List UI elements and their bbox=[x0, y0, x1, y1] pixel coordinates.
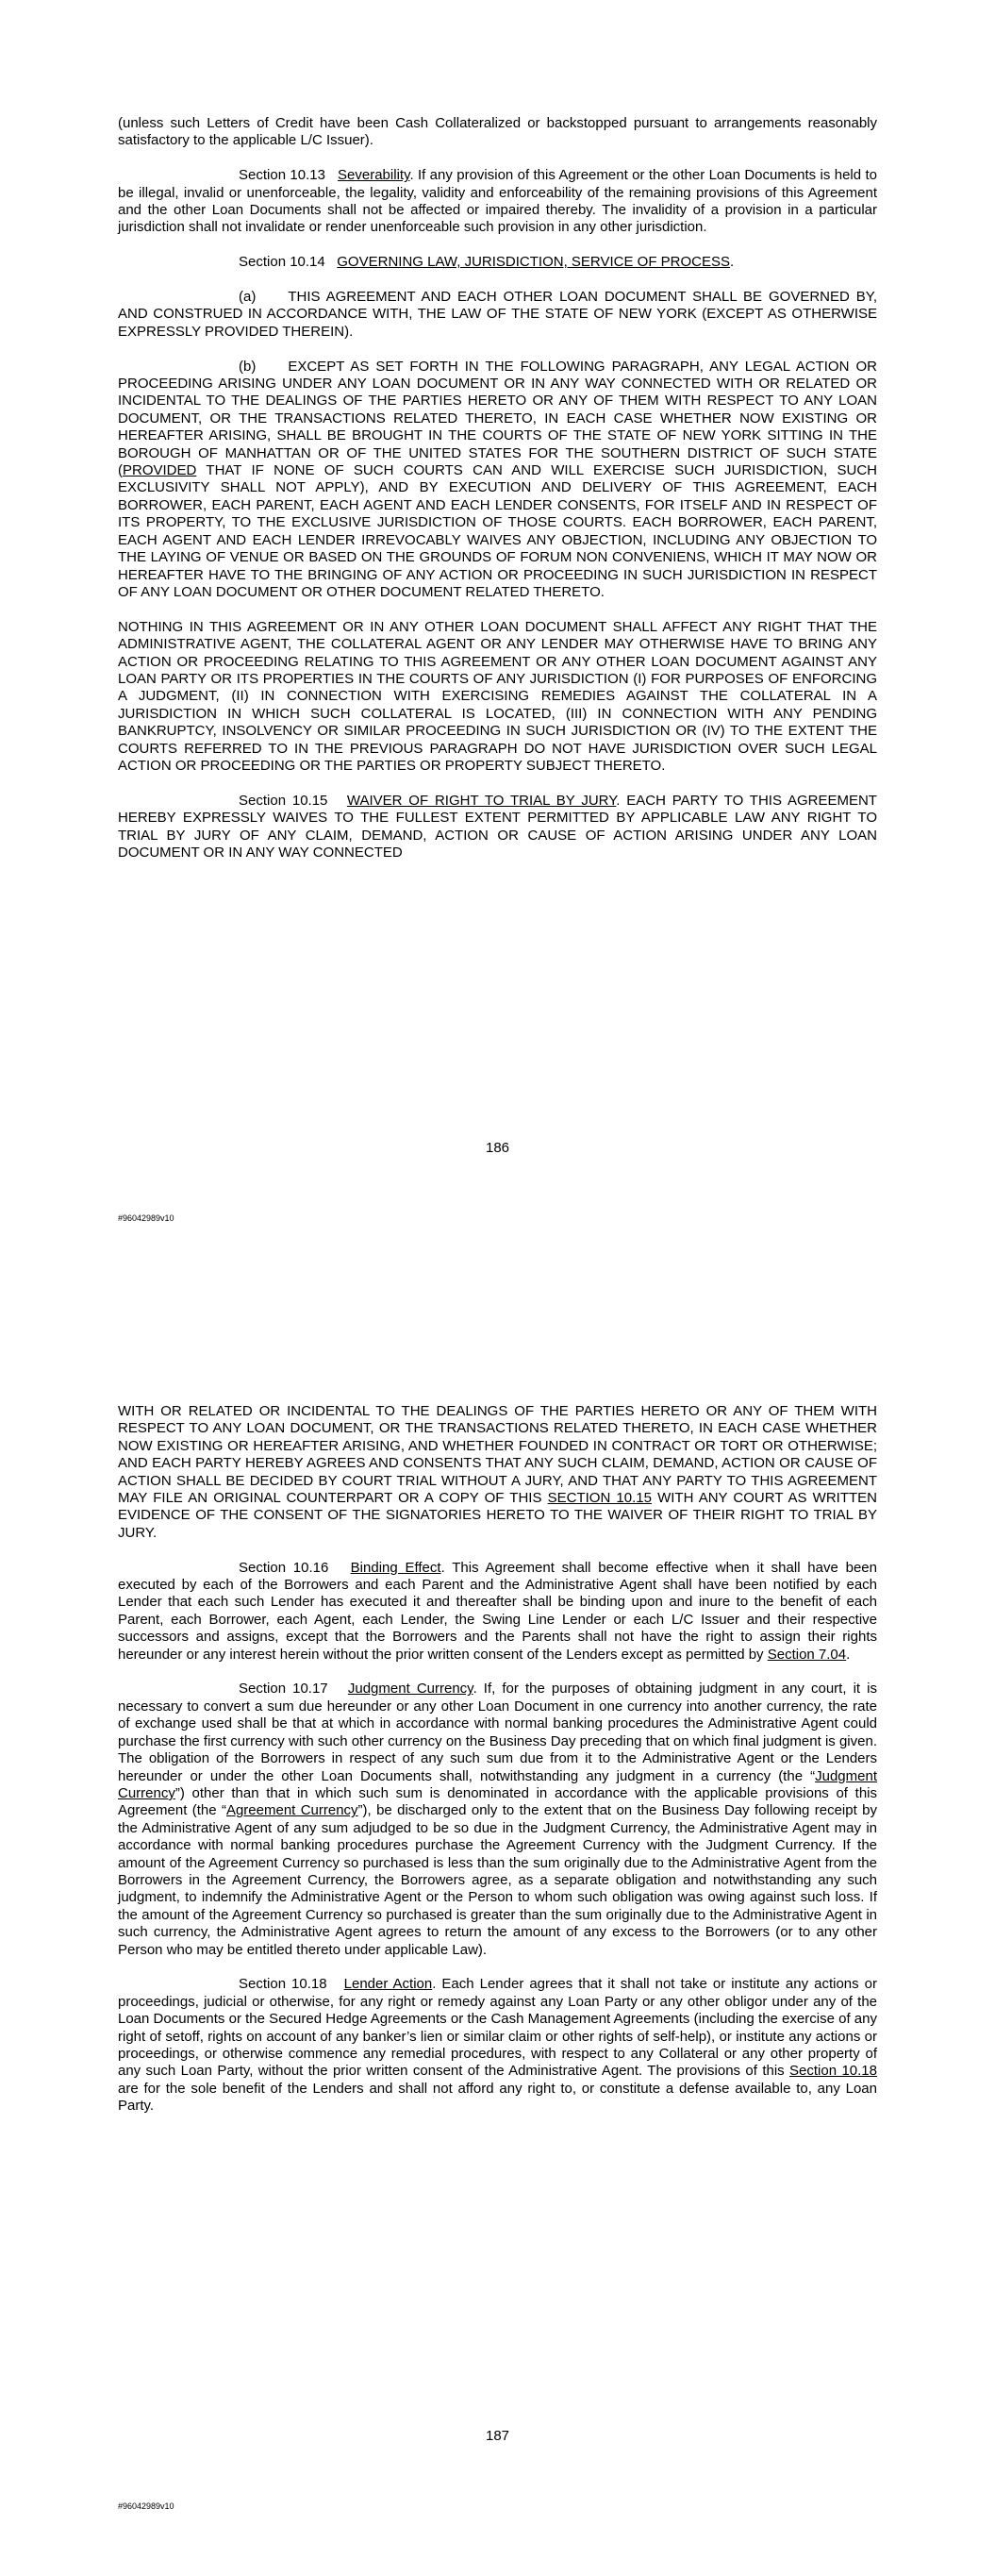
provided-term: PROVIDED bbox=[123, 462, 197, 479]
document-id: #96042989v10 bbox=[118, 1213, 174, 1223]
section-10-16: Section 10.16 Binding Effect. This Agreement shall become effective when it shall have been executed by each of the Borrowers and each Parent and the Administrative Agent shall have been notified by each Lender that each such Lender has executed it and thereafter shall be binding upon and inure to the benefit of each Parent, each Borrower, each Agent, each Lender, the Swing Line Lender or each L/C Issuer and their respective successors and assigns, except that the Borrowers and the Parents shall not have the right to assign their rights hereunder or any interest herein without the prior written consent of the Lenders except as permitted by Section 7.04. bbox=[118, 1559, 877, 1663]
page-186-body bbox=[118, 115, 877, 879]
cross-reference: Section 7.04 bbox=[767, 1646, 847, 1663]
cross-reference: SECTION 10.15 bbox=[547, 1490, 652, 1507]
page-number: 186 bbox=[485, 1140, 510, 1156]
page-187-body bbox=[118, 1403, 877, 2133]
continued-paragraph: WITH OR RELATED OR INCIDENTAL TO THE DEALINGS OF THE PARTIES HERETO OR ANY OF THEM WITH RESPECT TO ANY LOAN DOCUMENT, OR THE TRANSACTIONS RELATED THERETO, IN EACH CASE WHETHER NOW EXISTING OR HEREAFTER ARISING, AND WHETHER FOUNDED IN CONTRACT OR TORT OR OTHERWISE; AND EACH PARTY HEREBY AGREES AND CONSENTS THAT ANY SUCH CLAIM, DEMAND, ACTION OR CAUSE OF ACTION SHALL BE DECIDED BY COURT TRIAL WITHOUT A JURY, AND THAT ANY PARTY TO THIS AGREEMENT MAY FILE AN ORIGINAL COUNTERPART OR A COPY OF THIS SECTION 10.15 WITH ANY COURT AS WRITTEN EVIDENCE OF THE CONSENT OF THE SIGNATORIES HERETO TO THE WAIVER OF THEIR RIGHT TO TRIAL BY JURY. bbox=[118, 1403, 877, 1541]
section-10-14-heading: Section 10.14 GOVERNING LAW, JURISDICTION, SERVICE OF PROCESS. bbox=[239, 254, 735, 271]
section-number: Section 10.13 bbox=[239, 167, 325, 184]
section-title: Severability bbox=[338, 167, 410, 184]
section-10-14-b: (b) EXCEPT AS SET FORTH IN THE FOLLOWING PARAGRAPH, ANY LEGAL ACTION OR PROCEEDING ARISING UNDER ANY LOAN DOCUMENT OR IN ANY WAY CONNECTED WITH OR RELATED OR INCIDENTAL TO THE DEALINGS OF THE PARTIES HERETO OR ANY OF THEM WITH RESPECT TO ANY LOAN DOCUMENT, OR THE TRANSACTIONS RELATED THERETO, IN EACH CASE WHETHER NOW EXISTING OR HEREAFTER ARISING, SHALL BE BROUGHT IN THE COURTS OF THE STATE OF NEW YORK SITTING IN THE BOROUGH OF MANHATTAN OR OF THE UNITED STATES FOR THE SOUTHERN DISTRICT OF SUCH STATE (PROVIDED THAT IF NONE OF SUCH COURTS CAN AND WILL EXERCISE SUCH JURISDICTION, SUCH EXCLUSIVITY SHALL NOT APPLY), AND BY EXECUTION AND DELIVERY OF THIS AGREEMENT, EACH BORROWER, EACH PARENT, EACH AGENT AND EACH LENDER CONSENTS, FOR ITSELF AND IN RESPECT OF ITS PROPERTY, TO THE EXCLUSIVE JURISDICTION OF THOSE COURTS. EACH BORROWER, EACH PARENT, EACH AGENT AND EACH LENDER IRREVOCABLY WAIVES ANY OBJECTION, INCLUDING ANY OBJECTION TO THE LAYING OF VENUE OR BASED ON THE GROUNDS OF FORUM NON CONVENIENS, WHICH IT MAY NOW OR HEREAFTER HAVE TO THE BRINGING OF ANY ACTION OR PROCEEDING IN SUCH JURISDICTION IN RESPECT OF ANY LOAN DOCUMENT OR OTHER DOCUMENT RELATED THERETO. bbox=[118, 358, 877, 600]
page-187 bbox=[0, 1288, 995, 2576]
section-10-18: Section 10.18 Lender Action. Each Lender agrees that it shall not take or institute any actions or proceedings, judicial or otherwise, for any right or remedy against any Loan Party or any other obligor under any of the Loan Documents or the Secured Hedge Agreements or the Cash Management Agreements (including the exercise of any right of setoff, rights on account of any banker’s lien or similar claim or other rights of self-help), or institute any actions or proceedings, or otherwise commence any remedial procedures, with respect to any Collateral or any other property of any such Loan Party, without the prior written consent of the Administrative Agent. The provisions of this Section 10.18 are for the sole benefit of the Lenders and shall not afford any right to, or constitute a defense available to, any Loan Party. bbox=[118, 1976, 877, 2115]
section-10-13: Section 10.13 Severability. If any provision of this Agreement or the other Loan Documents is held to be illegal, invalid or unenforceable, the legality, validity and enforceability of the remaining provisions of this Agreement and the other Loan Documents shall not be affected or impaired thereby. The invalidity of a provision in a particular jurisdiction shall not invalidate or render unenforceable such provision in any other jurisdiction. bbox=[118, 167, 877, 236]
clause-label: (b) bbox=[239, 358, 257, 375]
continued-paragraph: (unless such Letters of Credit have been Cash Collateralized or backstopped pursuant to arrangements reasonably satisfactory to the applicable L/C Issuer). bbox=[118, 115, 877, 149]
section-title: Binding Effect bbox=[350, 1559, 441, 1576]
section-10-14-c: NOTHING IN THIS AGREEMENT OR IN ANY OTHER LOAN DOCUMENT SHALL AFFECT ANY RIGHT THAT THE ADMINISTRATIVE AGENT, THE COLLATERAL AGENT OR ANY LENDER MAY OTHERWISE HAVE TO BRING ANY ACTION OR PROCEEDING RELATING TO THIS AGREEMENT OR ANY OTHER LOAN DOCUMENT AGAINST ANY LOAN PARTY OR ITS PROPERTIES IN THE COURTS OF ANY JURISDICTION (I) FOR PURPOSES OF ENFORCING A JUDGMENT, (II) IN CONNECTION WITH EXERCISING REMEDIES AGAINST THE COLLATERAL IN A JURISDICTION IN WHICH SUCH COLLATERAL IS LOCATED, (III) IN CONNECTION WITH ANY PENDING BANKRUPTCY, INSOLVENCY OR SIMILAR PROCEEDING IN SUCH JURISDICTION OR (IV) TO THE EXTENT THE COURTS REFERRED TO IN THE PREVIOUS PARAGRAPH DO NOT HAVE JURISDICTION OVER SUCH LEGAL ACTION OR PROCEEDING OR THE PARTIES OR PROPERTY SUBJECT THERETO. bbox=[118, 618, 877, 774]
section-title: Lender Action bbox=[343, 1976, 433, 1993]
section-10-15: Section 10.15 WAIVER OF RIGHT TO TRIAL BY JURY. EACH PARTY TO THIS AGREEMENT HEREBY EXPRESSLY WAIVES TO THE FULLEST EXTENT PERMITTED BY APPLICABLE LAW ANY RIGHT TO TRIAL BY JURY OF ANY CLAIM, DEMAND, ACTION OR CAUSE OF ACTION ARISING UNDER ANY LOAN DOCUMENT OR IN ANY WAY CONNECTED bbox=[118, 792, 877, 861]
page-number: 187 bbox=[485, 2428, 510, 2444]
section-number: Section 10.18 bbox=[239, 1976, 327, 1993]
section-number: Section 10.17 bbox=[239, 1681, 328, 1698]
defined-term: Judgment Currency bbox=[118, 1767, 877, 1801]
section-number: Section 10.15 bbox=[239, 792, 328, 809]
section-number: Section 10.16 bbox=[239, 1559, 329, 1576]
section-title: GOVERNING LAW, JURISDICTION, SERVICE OF PROCESS bbox=[337, 254, 730, 271]
section-10-14-a: (a) THIS AGREEMENT AND EACH OTHER LOAN DOCUMENT SHALL BE GOVERNED BY, AND CONSTRUED IN ACCORDANCE WITH, THE LAW OF THE STATE OF NEW YORK (EXCEPT AS OTHERWISE EXPRESSLY PROVIDED THEREIN). bbox=[118, 289, 877, 340]
document-id: #96042989v10 bbox=[118, 2501, 174, 2511]
section-title: WAIVER OF RIGHT TO TRIAL BY JURY bbox=[346, 792, 617, 809]
section-title: Judgment Currency bbox=[347, 1681, 473, 1698]
cross-reference: Section 10.18 bbox=[789, 2063, 877, 2080]
section-10-17: Section 10.17 Judgment Currency. If, for the purposes of obtaining judgment in any court, it is necessary to convert a sum due hereunder or any other Loan Document in one currency into another currency, the rate of exchange used shall be that at which in accordance with normal banking procedures the Administrative Agent could purchase the first currency with such other currency on the Business Day preceding that on which final judgment is given. The obligation of the Borrowers in respect of any such sum due from it to the Administrative Agent or the Lenders hereunder or under the other Loan Documents shall, notwithstanding any judgment in a currency (the “Judgment Currency”) other than that in which such sum is denominated in accordance with the applicable provisions of this Agreement (the “Agreement Currency”), be discharged only to the extent that on the Business Day following receipt by the Administrative Agent of any sum adjudged to be so due in the Judgment Currency, the Administrative Agent may in accordance with normal banking procedures purchase the Agreement Currency with the Judgment Currency. If the amount of the Agreement Currency so purchased is less than the sum originally due to the Administrative Agent from the Borrowers in the Agreement Currency, the Borrowers agree, as a separate obligation and notwithstanding any such judgment, to indemnify the Administrative Agent or the Person to whom such obligation was owing against such loss. If the amount of the Agreement Currency so purchased is greater than the sum originally due to the Administrative Agent in such currency, the Administrative Agent agrees to return the amount of any excess to the Borrowers (or to any other Person who may be entitled thereto under applicable Law). bbox=[118, 1681, 877, 1958]
defined-term: Agreement Currency bbox=[225, 1802, 358, 1819]
section-number: Section 10.14 bbox=[239, 254, 325, 271]
clause-label: (a) bbox=[239, 289, 257, 306]
